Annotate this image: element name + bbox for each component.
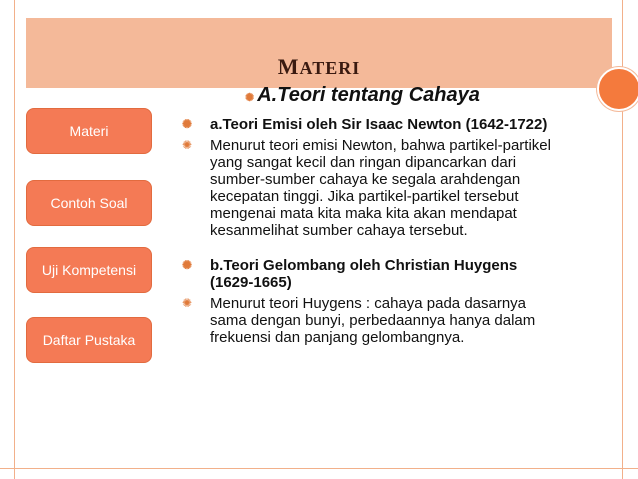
list-item [182,137,562,239]
title-initial: M [277,54,300,79]
nav-label: Daftar Pustaka [42,332,136,348]
sunburst-bullet-icon: ✺ [182,117,193,131]
list-item [182,257,562,291]
sunburst-bullet-icon: ✺ [182,258,193,272]
header-band [26,18,612,88]
nav-button-uji-kompetensi[interactable] [26,247,152,293]
frame-rule-left [14,0,15,479]
section-heading-text: A.Teori tentang Cahaya [257,84,480,106]
list-item-text: Menurut teori emisi Newton, bahwa partikel-partikel yang sangat kecil dan ringan dipancarkan dari sumber-sumber cahaya ke segala arahdengan kecepatan tinggi. Jika partikel-partikel tersebut mengenai mata kita maka kita akan mendapat kesanmelihat sumber cahaya tersebut. [210,137,551,239]
list-item-text: Menurut teori Huygens : cahaya pada dasarnya sama dengan bunyi, perbedaannya hanya dalam frekuensi dan panjang gelombangnya. [210,295,536,346]
title-rest: ATERI [299,58,361,78]
frame-rule-bottom [0,468,638,469]
nav-button-contoh-soal[interactable] [26,180,152,226]
list-item [182,295,562,346]
decorative-circle [597,67,638,111]
content-list [182,116,562,350]
sunburst-bullet-icon: ✺ [245,92,255,104]
page-title [26,54,612,80]
nav-button-daftar-pustaka[interactable] [26,317,152,363]
list-item-text: b.Teori Gelombang oleh Christian Huygens (1629-1665) [210,257,518,291]
section-heading [245,84,480,107]
list-item-text: a.Teori Emisi oleh Sir Isaac Newton (1642-1722) [210,116,548,133]
nav-label: Uji Kompetensi [41,262,137,278]
sunburst-bullet-icon: ✺ [182,296,193,310]
nav-label: Materi [69,123,109,139]
sunburst-bullet-icon: ✺ [182,138,193,152]
list-item [182,116,562,133]
nav-button-materi[interactable] [26,108,152,154]
nav-label: Contoh Soal [50,195,128,211]
